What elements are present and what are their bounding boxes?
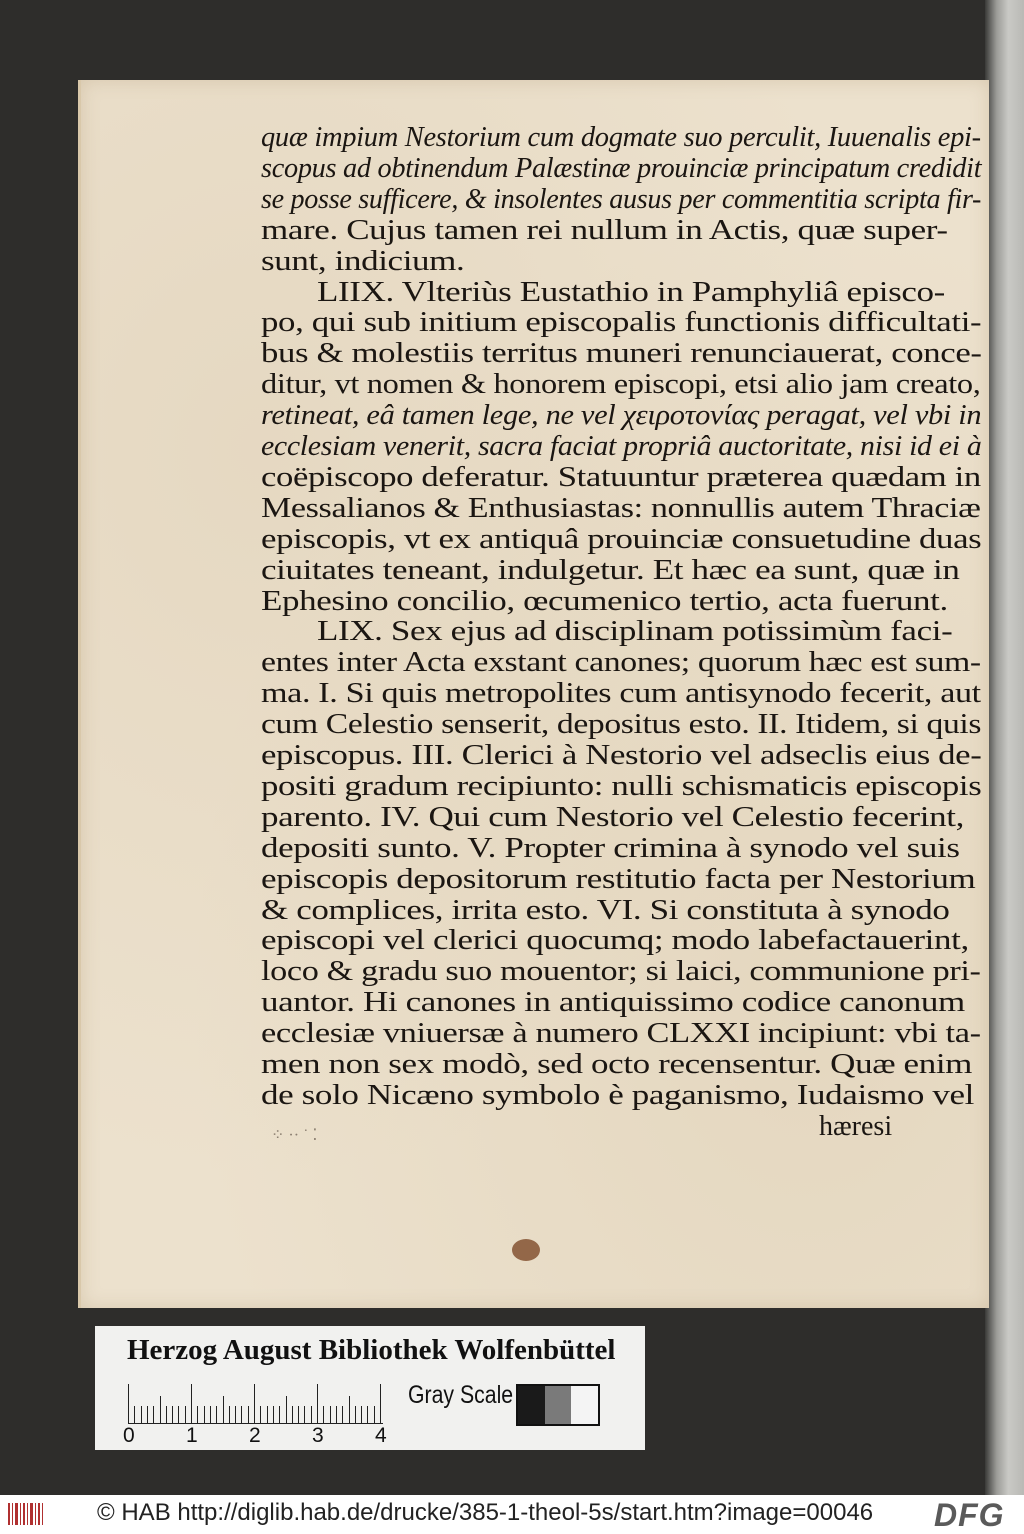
ruler-tick xyxy=(317,1384,318,1424)
ruler-tick xyxy=(279,1406,280,1424)
print-specks: ⁘ ·· ˙ ⁚ xyxy=(271,1127,318,1144)
ruler xyxy=(128,1384,383,1424)
text-line: mare. Cujus tamen rei nullum in Actis, quæ super- xyxy=(261,214,948,246)
ruler-tick xyxy=(241,1406,242,1424)
ruler-tick xyxy=(286,1396,287,1424)
ruler-tick xyxy=(178,1406,179,1424)
ruler-tick xyxy=(304,1406,305,1424)
gray-scale-swatches xyxy=(516,1384,600,1426)
text-line: episcopus. III. Clerici à Nestorio vel adseclis eius de- xyxy=(261,740,982,771)
ruler-tick xyxy=(336,1406,337,1424)
ruler-number: 2 xyxy=(249,1424,261,1447)
text-line: ditur, vt nomen & honorem episcopi, etsi alio jam creato, xyxy=(261,369,981,401)
ruler-number: 0 xyxy=(123,1424,135,1447)
ruler-tick xyxy=(292,1406,293,1424)
text-line: de solo Nicæno symbolo è paganismo, Iudaismo vel xyxy=(261,1079,975,1111)
ruler-tick xyxy=(147,1406,148,1424)
ruler-tick xyxy=(374,1406,375,1424)
text-line: cum Celestio senserit, depositus esto. II. Itidem, si quis xyxy=(261,709,982,741)
ruler-tick xyxy=(191,1384,192,1424)
ruler-tick xyxy=(361,1406,362,1424)
gray-swatch-light xyxy=(571,1386,598,1424)
ruler-tick xyxy=(141,1406,142,1424)
ruler-tick xyxy=(153,1406,154,1424)
gray-swatch-dark xyxy=(518,1386,545,1424)
ruler-tick xyxy=(355,1406,356,1424)
ruler-tick xyxy=(254,1384,255,1424)
ruler-tick xyxy=(223,1396,224,1424)
ruler-tick xyxy=(298,1406,299,1424)
ruler-tick xyxy=(166,1406,167,1424)
text-line: Messalianos & Enthusiastas: nonnullis autem Thraciæ xyxy=(261,492,981,524)
source-url[interactable]: © HAB http://diglib.hab.de/drucke/385-1-theol-5s/start.htm?image=00046 xyxy=(97,1499,874,1526)
text-line: bus & molestiis territus muneri renunciauerat, conce- xyxy=(261,338,982,370)
text-line: po, qui sub initium episcopalis functionis difficultati- xyxy=(261,307,982,339)
text-line: se posse sufficere, & insolentes ausus per commentitia scripta fir- xyxy=(261,183,982,215)
text-line: quæ impium Nestorium cum dogmate suo perculit, Iuuenalis epi- xyxy=(261,122,981,153)
text-line: entes inter Acta exstant canones; quorum hæc est sum- xyxy=(261,647,981,679)
library-title: Herzog August Bibliothek Wolfenbüttel xyxy=(127,1334,616,1366)
text-line: loco & gradu suo mouentor; si laici, communione pri- xyxy=(261,956,981,988)
color-scale-card xyxy=(95,1326,645,1450)
text-line: depositi sunto. V. Propter crimina à synodo vel suis xyxy=(261,832,960,864)
ruler-tick xyxy=(216,1406,217,1424)
catchword: hæresi xyxy=(819,1110,893,1142)
text-line: ecclesiæ vniuersæ à numero CLXXI incipiunt: vbi ta- xyxy=(261,1018,981,1050)
ruler-number: 3 xyxy=(312,1424,324,1447)
text-line: coëpiscopo deferatur. Statuuntur præterea quædam in xyxy=(261,461,981,493)
ruler-tick xyxy=(229,1406,230,1424)
ruler-tick xyxy=(342,1406,343,1424)
ruler-tick xyxy=(128,1384,129,1424)
text-line: & complices, irrita esto. VI. Si constituta à synodo xyxy=(261,894,950,926)
ruler-tick xyxy=(160,1396,161,1424)
paper-hole xyxy=(512,1239,540,1261)
book-page xyxy=(78,80,989,1308)
ruler-tick xyxy=(367,1406,368,1424)
ruler-number: 1 xyxy=(186,1424,198,1447)
ruler-tick xyxy=(134,1406,135,1424)
gray-swatch-mid xyxy=(545,1386,572,1424)
ruler-tick xyxy=(267,1406,268,1424)
ruler-tick xyxy=(311,1406,312,1424)
text-line: scopus ad obtinendum Palæstinæ prouinciæ principatum credidit xyxy=(261,152,982,184)
text-line: episcopis, vt ex antiquâ prouinciæ consuetudine duas xyxy=(261,523,982,555)
dfg-logo: DFG xyxy=(934,1497,1005,1533)
text-line: ecclesiam venerit, sacra faciat propriâ auctoritate, nisi id ei à xyxy=(261,431,982,462)
ruler-tick xyxy=(349,1396,350,1424)
ruler-tick xyxy=(210,1406,211,1424)
edge-strip xyxy=(985,0,1024,1495)
text-line: positi gradum recipiunto: nulli schismaticis episcopis xyxy=(261,770,982,802)
text-line: episcopis depositorum restitutio facta per Nestorium xyxy=(261,863,976,895)
text-line: ciuitates teneant, indulgetur. Et hæc ea sunt, quæ in xyxy=(261,554,960,586)
footer-bar xyxy=(0,1495,1024,1534)
ruler-tick xyxy=(197,1406,198,1424)
ruler-tick xyxy=(185,1406,186,1424)
ruler-tick xyxy=(248,1406,249,1424)
text-line: LIIX. Vlteriùs Eustathio in Pamphyliâ episco- xyxy=(317,276,945,308)
text-line: ma. I. Si quis metropolites cum antisynodo fecerit, aut xyxy=(261,678,981,710)
ruler-tick xyxy=(273,1406,274,1424)
ruler-tick xyxy=(260,1406,261,1424)
ruler-tick xyxy=(323,1406,324,1424)
ruler-tick xyxy=(330,1406,331,1424)
text-line: uantor. Hi canones in antiquissimo codice canonum xyxy=(261,987,965,1019)
gray-scale-label: Gray Scale xyxy=(408,1381,514,1409)
text-line: LIX. Sex ejus ad disciplinam potissimùm faci- xyxy=(317,616,953,648)
text-line: Ephesino concilio, œcumenico tertio, acta fuerunt. xyxy=(261,585,948,617)
ruler-tick xyxy=(235,1406,236,1424)
text-line: episcopi vel clerici quocumq; modo labefactauerint, xyxy=(261,925,969,957)
barcode-icon xyxy=(6,1501,46,1527)
ruler-tick xyxy=(172,1406,173,1424)
ruler-tick xyxy=(204,1406,205,1424)
ruler-number: 4 xyxy=(375,1424,387,1447)
text-line: parento. IV. Qui cum Nestorio vel Celestio fecerint, xyxy=(261,801,965,833)
ruler-tick xyxy=(380,1384,381,1424)
text-line: retineat, eâ tamen lege, ne vel χειροτονίας peragat, vel vbi in xyxy=(261,400,982,432)
text-line: men non sex modò, sed octo recensentur. Quæ enim xyxy=(261,1049,973,1080)
text-line: sunt, indicium. xyxy=(261,245,465,277)
